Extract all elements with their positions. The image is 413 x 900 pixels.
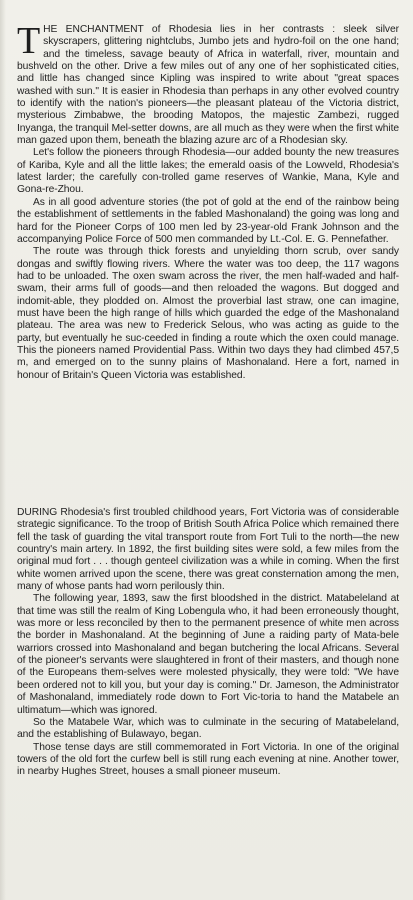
article-section-fort-victoria bbox=[17, 507, 399, 779]
paragraph-bloodshed: The following year, 1893, saw the first bloodshed in the district. Matabeleland at that time was still the realm of King Lobengula who, it had been erroneously thought, was more or less reconciled by then to the permanent presence of white men across the border in Mashonaland. At the beginning of June a raiding party of Mata-bele warriors crossed into Mashonaland and began butchering the local Africans. Several of the pioneer's servants were slaughtered in front of their masters, and though none of the Europeans them-selves were molested physically, they were told: "We have been ordered not to kill you, but your day is coming." Dr. Jameson, the Administrator of Mashonaland, immediately rode down to Fort Vic-toria to hand the Matabele an ultimatum—which was ignored. bbox=[17, 593, 399, 716]
paragraph-route: The route was through thick forests and unyielding thorn scrub, over sandy dongas and swiftly flowing rivers. Where the water was too deep, the 117 wagons had to be unloaded. The oxen swam across the river, the men half-waded and half-swam, their arms full of goods—and then reloaded the wagons. But dogged and indomit-able, they plodded on. Almost the proverbial last straw, one can imagine, must have been the high range of hills which guarded the edge of the Mashonaland plateau. The area was new to Frederick Selous, who was acting as guide to the party, but eventually he suc-ceeded in finding a route which the oxen could manage. This the pioneers named Providential Pass. Within two days they had climbed 457,5 m, and emerged on to the sunny plains of Mashonaland. Here a fort, named in honour of Britain's Queen Victoria was established. bbox=[17, 246, 399, 381]
paragraph-treasures: Let's follow the pioneers through Rhodesia—our added bounty the new treasures of Kariba, Kyle and all the little lakes; the emerald oasis of the Lowveld, Rhodesia's latest larder; the carefully con-trolled game reserves of Wankie, Mana, Kyle and Gona-re-Zhou. bbox=[17, 147, 399, 196]
paragraph-matabele-war: So the Matabele War, which was to culminate in the securing of Matabeleland, and the establishing of Bulawayo, began. bbox=[17, 716, 399, 741]
page-edge-shadow bbox=[0, 0, 6, 900]
article-section-enchantment bbox=[17, 20, 399, 382]
paragraph-intro bbox=[17, 20, 399, 147]
paragraph-intro-text: HE ENCHANTMENT of Rhodesia lies in her contrasts : sleek silver skyscrapers, glittering nightclubs, Jumbo jets and hydro-foil on the one hand; and the timeless, savage beauty of Africa in waterfall, river, mountain and bushveld on the other. Drive a few miles out of any one of her sophisticated cities, and little has changed since Kipling was inspired to write about "great spaces washed with sun." It is easier in Rhodesia than perhaps in any other evolved country to identify with the nation's pioneers—the pleasant plateau of the Victoria district, mysterious Zimbabwe, the brooding Matopos, the majestic Zambezi, rugged Inyanga, the tranquil Mel-setter downs, are all much as they were when the first white man gazed upon them, beneath the blazing azure arc of a Rhodesian sky. bbox=[17, 24, 399, 147]
paragraph-childhood-years: DURING Rhodesia's first troubled childhood years, Fort Victoria was of considerable strategic significance. To the troop of British South Africa Police which remained there fell the task of guarding the vital transport route from Fort Tuli to the north—the new country's main artery. In 1892, the first building sites were sold, a few miles from the original mud fort . . . though genteel civilization was a while in coming. When the first white women arrived upon the scene, there was great consternation among the men, many of whose pants had worn perilously thin. bbox=[17, 507, 399, 593]
drop-cap-letter: T bbox=[17, 20, 41, 62]
paragraph-commemoration: Those tense days are still commemorated in Fort Victoria. In one of the original towers of the old fort the curfew bell is still rung each evening at nine. Another tower, in nearby Hughes Street, houses a small pioneer museum. bbox=[17, 741, 399, 778]
paragraph-pioneer-corps: As in all good adventure stories (the pot of gold at the end of the rainbow being the establishment of settlements in the fabled Mashonaland) the going was long and hard for the Pioneer Corps of 100 men led by 23-year-old Frank Johnson and the accompanying Police Force of 500 men commanded by Lt.-Col. E. G. Pennefather. bbox=[17, 196, 399, 245]
